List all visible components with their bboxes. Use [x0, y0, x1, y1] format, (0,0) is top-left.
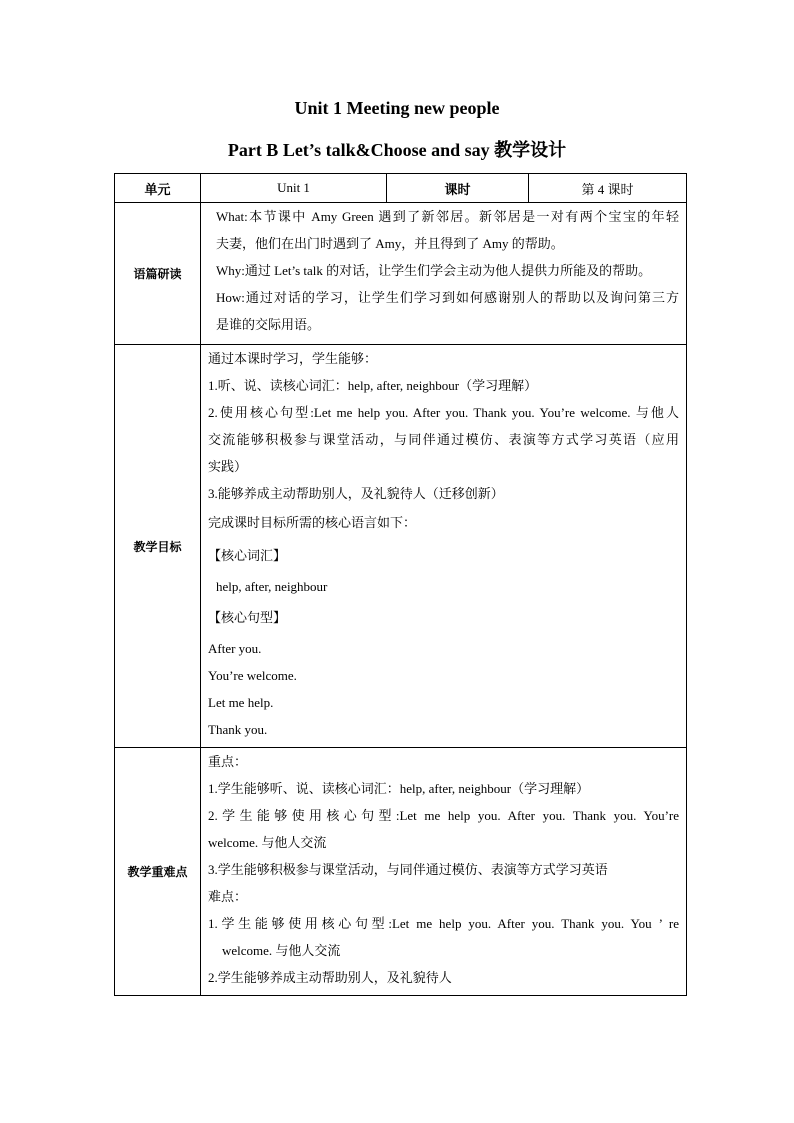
pattern-item: Let me help. — [208, 695, 274, 710]
focus-1: 1.学生能够听、说、读核心词汇：help, after, neighbour（学习理解） — [208, 781, 590, 796]
key-points-row — [115, 748, 687, 996]
core-language-intro: 完成课时目标所需的核心语言如下： — [208, 515, 417, 530]
objective-1: 1.听、说、读核心词汇：help, after, neighbour（学习理解） — [208, 378, 538, 393]
focus-2b: welcome. 与他人交流 — [208, 835, 327, 850]
objectives-label: 教学目标 — [115, 345, 201, 748]
document-subtitle: Part B Let’s talk&Choose and say 教学设计 — [227, 140, 567, 160]
objective-3: 3.能够养成主动帮助别人，及礼貌待人（迁移创新） — [208, 486, 504, 501]
header-row — [115, 174, 687, 203]
pattern-item: You’re welcome. — [208, 668, 297, 683]
vocab-heading: 【核心词汇】 — [208, 548, 287, 563]
lesson-label: 课时 — [387, 174, 529, 203]
text-analysis-label: 语篇研读 — [115, 203, 201, 345]
key-points-content — [201, 748, 687, 996]
focus-heading: 重点： — [208, 754, 248, 769]
pattern-item: After you. — [208, 641, 262, 656]
objectives-intro: 通过本课时学习，学生能够： — [208, 351, 378, 366]
difficulty-heading: 难点： — [208, 889, 248, 904]
lesson-value: 第 4 课时 — [529, 174, 687, 203]
key-points-label: 教学重难点 — [115, 748, 201, 996]
difficulty-1a: 1.学生能够使用核心句型:Let me help you. After you. Thank you. You ’ re — [208, 916, 679, 931]
objectives-row — [115, 345, 687, 748]
unit-value: Unit 1 — [201, 174, 387, 203]
how-line-2: 是谁的交际用语。 — [216, 317, 321, 332]
lesson-plan-table — [114, 173, 687, 996]
vocab-list: help, after, neighbour — [216, 579, 328, 594]
difficulty-1b: welcome. 与他人交流 — [222, 943, 341, 958]
what-line-1: What:本节课中 Amy Green 遇到了新邻居。新邻居是一对有两个宝宝的年轻 — [216, 209, 679, 224]
unit-label: 单元 — [115, 174, 201, 203]
focus-2a: 2.学生能够使用核心句型:Let me help you. After you. Thank you. You’re — [208, 808, 679, 823]
why-line: Why:通过 Let’s talk 的对话，让学生们学会主动为他人提供力所能及的帮助。 — [216, 263, 652, 278]
objective-2a: 2.使用核心句型:Let me help you. After you. Thank you. You’re welcome. 与他人 — [208, 405, 679, 420]
objective-2c: 实践） — [208, 459, 248, 474]
what-line-2: 夫妻，他们在出门时遇到了 Amy，并且得到了 Amy 的帮助。 — [216, 236, 564, 251]
how-line-1: How:通过对话的学习，让学生们学习到如何感谢别人的帮助以及询问第三方 — [216, 290, 679, 305]
objective-2b: 交流能够积极参与课堂活动，与同伴通过模仿、表演等方式学习英语（应用 — [208, 432, 679, 447]
difficulty-2: 2.学生能够养成主动帮助别人，及礼貌待人 — [208, 970, 452, 985]
pattern-heading: 【核心句型】 — [208, 610, 287, 625]
pattern-item: Thank you. — [208, 722, 268, 737]
text-analysis-row — [115, 203, 687, 345]
text-analysis-content — [201, 203, 687, 345]
document-title: Unit 1 Meeting new people — [294, 98, 500, 118]
focus-3: 3.学生能够积极参与课堂活动，与同伴通过模仿、表演等方式学习英语 — [208, 862, 608, 877]
objectives-content — [201, 345, 687, 748]
